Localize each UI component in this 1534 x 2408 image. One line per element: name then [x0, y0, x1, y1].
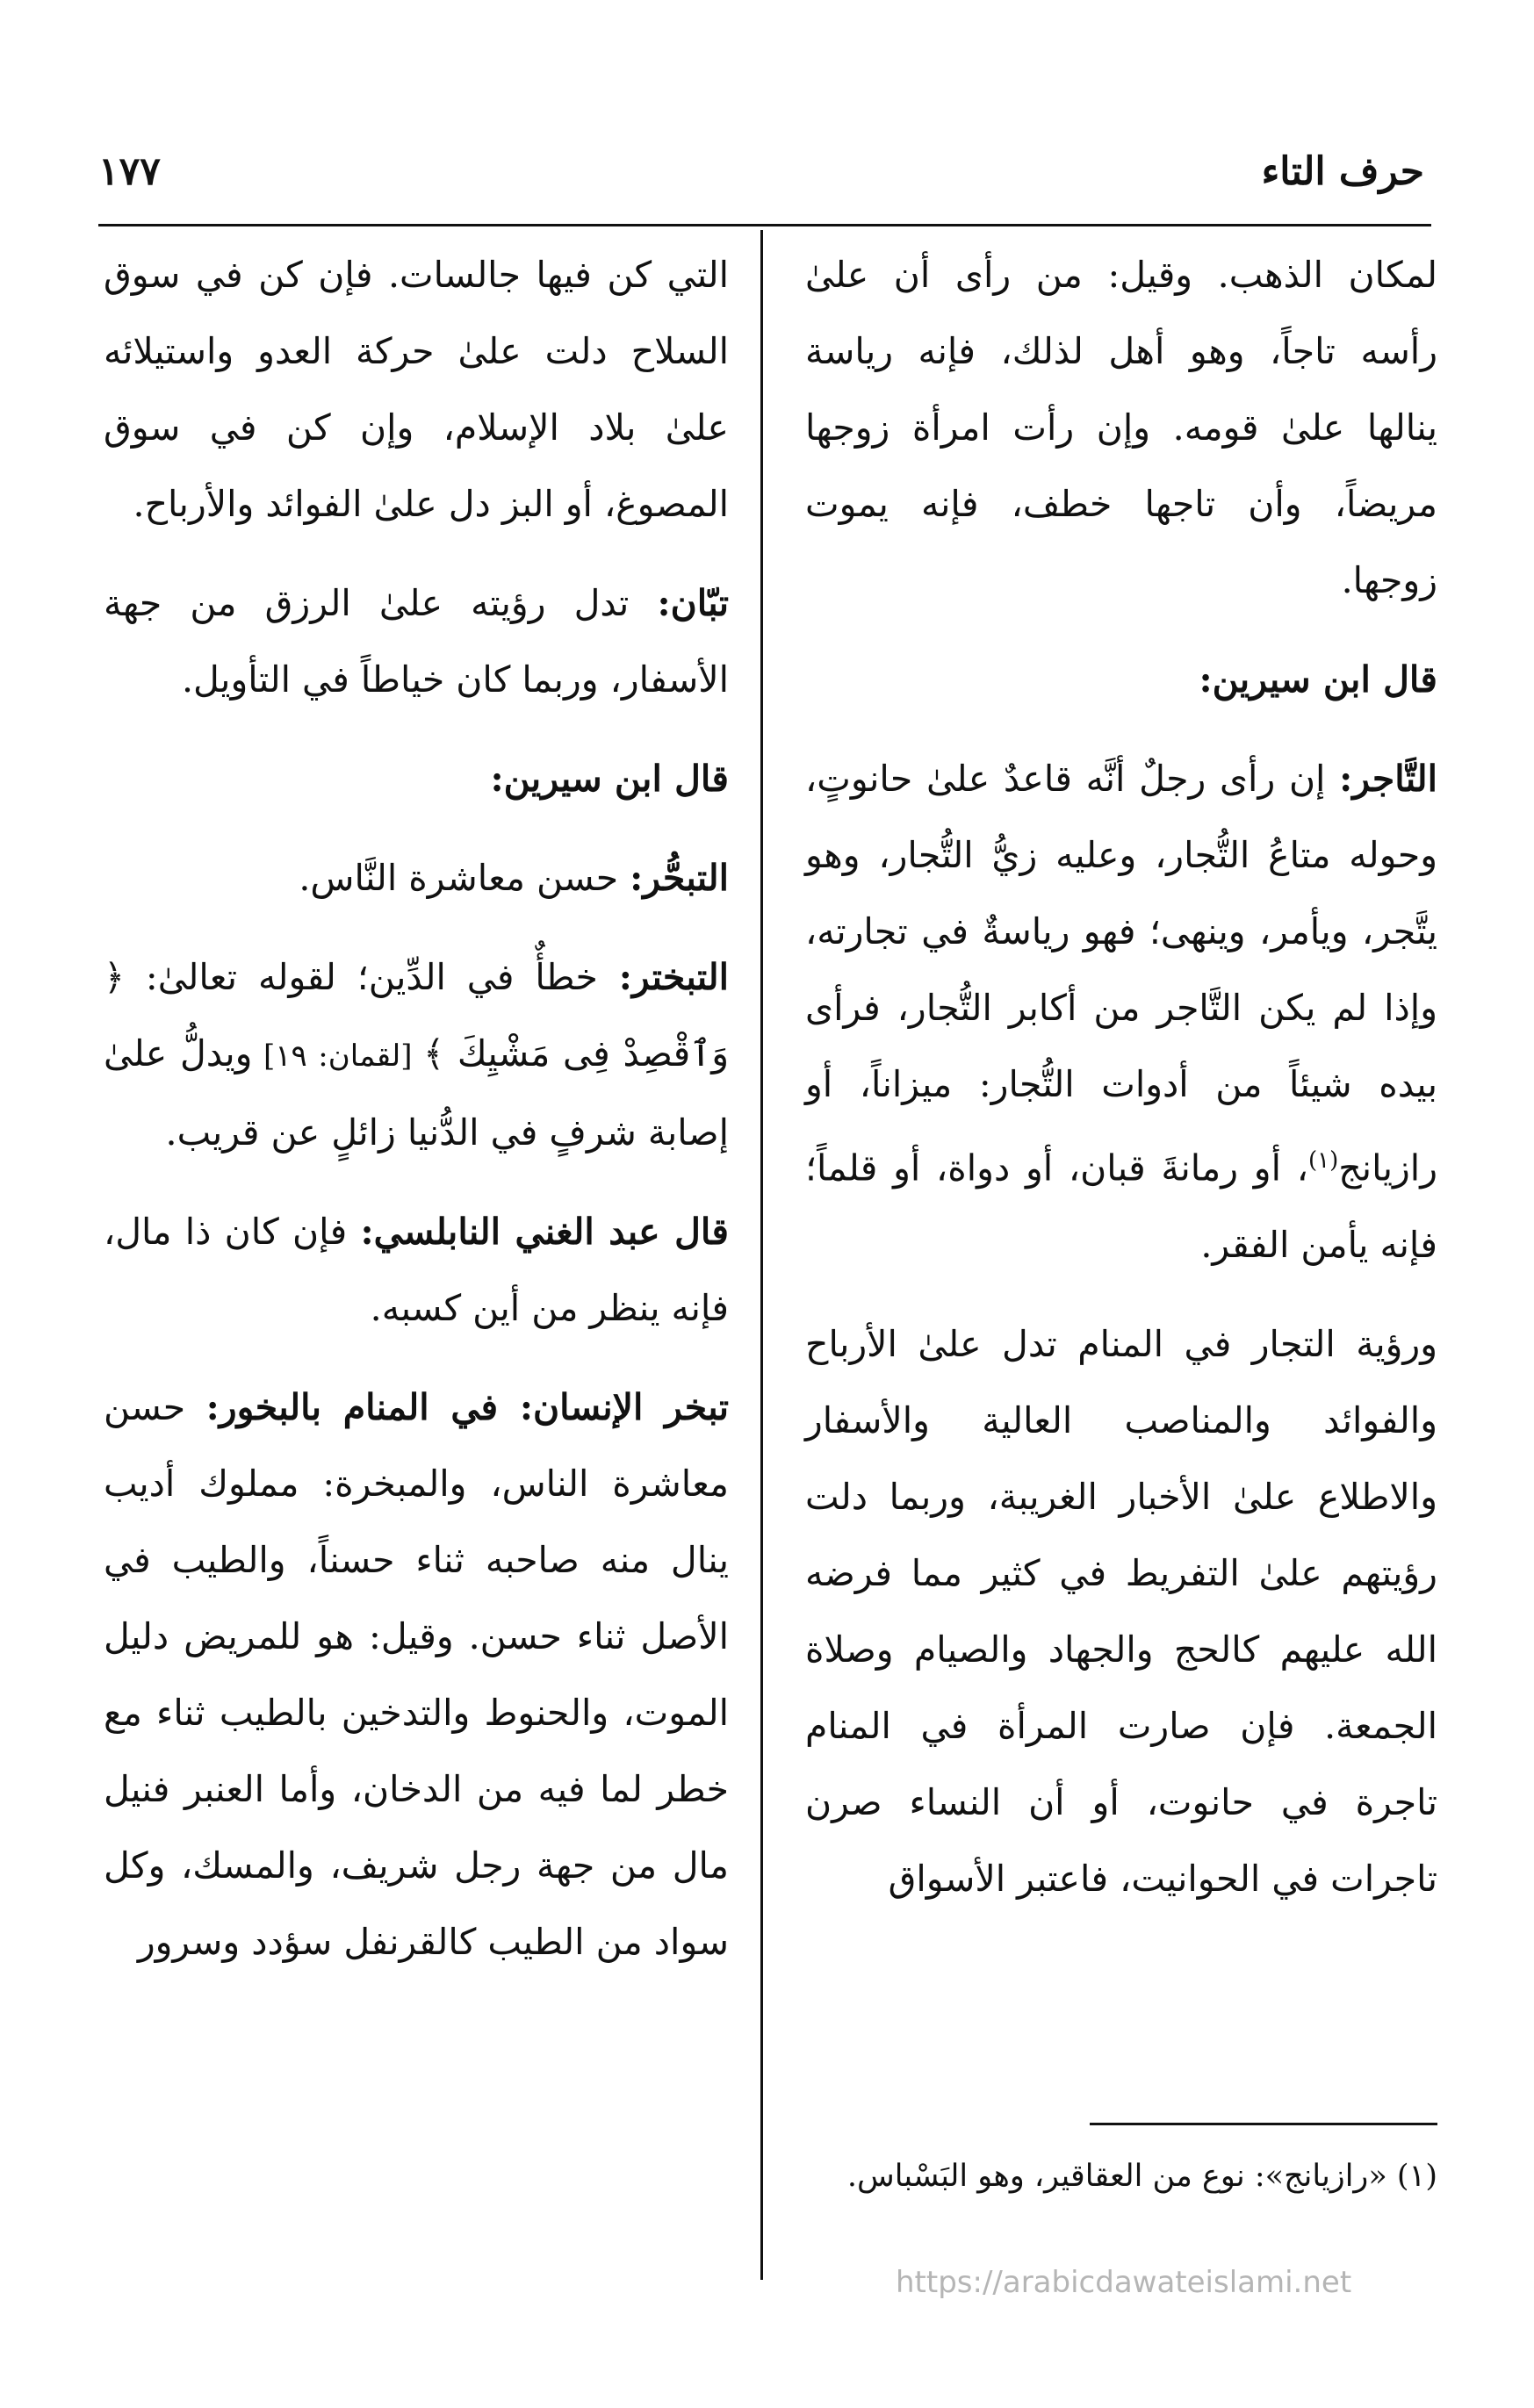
- entry-paragraph: [104, 565, 729, 718]
- entry-body: إن رأى رجلٌ أنَّه قاعدٌ علىٰ حانوتٍ، وحوله متاعُ التُّجار، وعليه زيُّ التُّجار، وهو يتَّجر، ويأمر، وينهى؛ فهو رياسةٌ في تجارته، وإذا لم يكن التَّاجر من أكابر التُّجار، فرأى بيده شيئاً من أدوات التُّجار: ميزاناً، أو رازيانج: [805, 758, 1437, 1190]
- entry-term: التبحُّر:: [630, 857, 729, 899]
- entry-body: حسن معاشرة النَّاس.: [299, 857, 630, 899]
- entry-term: قال عبد الغني النابلسي:: [360, 1211, 729, 1253]
- entry-body-end: ، أو رمانةَ قبان، أو دواة، أو قلماً؛ فإنه يأمن الفقر.: [805, 1146, 1437, 1266]
- footnote-reference: (١): [1307, 1147, 1339, 1174]
- paragraph: لمكان الذهب. وقيل: من رأى أن علىٰ رأسه تاجاً، وهو أهل لذلك، فإنه رياسة ينالها علىٰ قومه. وإن رأت امرأة زوجها مريضاً، وأن تاجها خطف، فإنه يموت زوجها.: [805, 254, 1437, 601]
- entry-paragraph: [104, 840, 729, 916]
- footnote: (١) «رازيانج»: نوع من العقاقير، وهو البَسْباس.: [846, 2159, 1437, 2194]
- entry-body: فإن كان ذا مال، فإنه ينظر من أين كسبه.: [104, 1211, 729, 1329]
- entry-term: التبختر:: [618, 956, 729, 998]
- page-number: ١٧٧: [98, 149, 161, 194]
- verse-reference: [لقمان: ١٩]: [252, 1039, 424, 1074]
- entry-paragraph: [104, 939, 729, 1171]
- entry-body: خطأٌ في الدِّين؛ لقوله تعالىٰ:: [125, 956, 619, 998]
- entry-paragraph: [104, 1194, 729, 1347]
- paragraph: ورؤية التجار في المنام تدل علىٰ الأرباح والفوائد والمناصب العالية والأسفار والاطلاع علىٰ الأخبار الغريبة، وربما دلت رؤيتهم علىٰ التفريط في كثير مما فرضه الله عليهم كالحج والجهاد والصيام وصلاة الجمعة. فإن صارت المرأة في المنام تاجرة في حانوت، أو أن النساء صرن تاجرات في الحوانيت، فاعتبر الأسواق: [805, 1322, 1437, 1900]
- entry-term: التَّاجر:: [1339, 758, 1437, 800]
- section-heading: قال ابن سيرين:: [490, 758, 729, 800]
- entry-paragraph: [805, 741, 1437, 1283]
- entry-body: حسن معاشرة الناس، والمبخرة: مملوك أديب ينال منه صاحبه ثناء حسناً، والطيب في الأصل ثناء حسن. وقيل: هو للمريض دليل الموت، والحنوط والتدخين بالطيب ثناء مع خطر لما فيه من الدخان، وأما العنبر فنيل مال من جهة رجل شريف، والمسك، وكل سواد من الطيب كالقرنفل سؤدد وسرور: [104, 1386, 729, 1963]
- section-heading: قال ابن سيرين:: [1199, 658, 1437, 701]
- entry-term: تبّان:: [657, 582, 729, 624]
- chapter-title: حرف التاء: [1261, 149, 1424, 194]
- watermark-url: https://arabicdawateislami.net: [896, 2265, 1352, 2300]
- entry-body-end: ويدلُّ علىٰ إصابة شرفٍ في الدُّنيا زائلٍ عن قريب.: [104, 1032, 729, 1154]
- entry-body: تدل رؤيته علىٰ الرزق من جهة الأسفار، وربما كان خياطاً في التأويل.: [104, 582, 729, 701]
- page-header: [98, 149, 1424, 211]
- column-divider: [760, 230, 763, 2280]
- footnote-rule: [1090, 2123, 1437, 2125]
- entry-term: تبخر الإنسان: في المنام بالبخور:: [205, 1386, 730, 1428]
- paragraph: التي كن فيها جالسات. فإن كن في سوق السلاح دلت علىٰ حركة العدو واستيلائه علىٰ بلاد الإسلام، وإن كن في سوق المصوغ، أو البز دل علىٰ الفوائد والأرباح.: [104, 254, 729, 525]
- header-rule: [98, 224, 1431, 226]
- entry-paragraph: [104, 1369, 729, 1980]
- quran-verse: ﴿ وَٱقْصِدْ فِى مَشْيِكَ ﴾: [104, 956, 730, 1075]
- left-column: [104, 237, 729, 2003]
- right-column: [805, 237, 1437, 1940]
